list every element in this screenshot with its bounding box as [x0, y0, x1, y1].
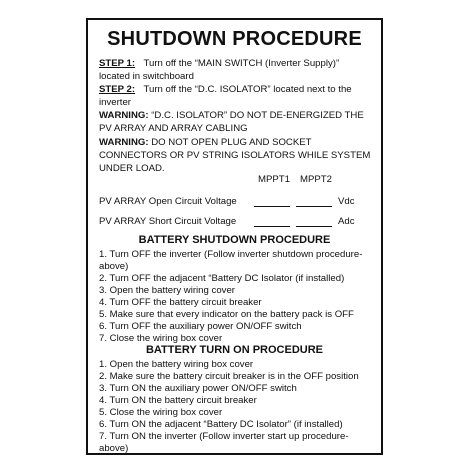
short-circuit-unit: Adc	[338, 216, 355, 227]
battery-shutdown-line: 1. Turn OFF the inverter (Follow inverter shutdown procedure-	[99, 249, 363, 260]
step-1	[99, 58, 339, 70]
short-circuit-mppt2-blank	[296, 226, 332, 227]
warning-2-line-3: UNDER LOAD.	[99, 163, 165, 174]
battery-shutdown-line: 3. Open the battery wiring cover	[99, 285, 235, 296]
battery-turn-on-line: 4. Turn ON the battery circuit breaker	[99, 395, 257, 406]
shutdown-procedure-sign	[86, 18, 383, 455]
battery-shutdown-line: 2. Turn OFF the adjacent “Battery DC Isolator (if installed)	[99, 273, 345, 284]
step-1-text: Turn off the “MAIN SWITCH (Inverter Supply)”	[143, 58, 340, 69]
battery-turn-on-line: 3. Turn ON the auxiliary power ON/OFF switch	[99, 383, 297, 394]
battery-shutdown-line: above)	[99, 261, 129, 272]
battery-shutdown-line: 5. Make sure that every indicator on the battery pack is OFF	[99, 309, 354, 320]
open-circuit-voltage-label: PV ARRAY Open Circuit Voltage	[99, 196, 237, 207]
battery-shutdown-line: 4. Turn OFF the battery circuit breaker	[99, 297, 262, 308]
warning-2-label: WARNING:	[99, 137, 149, 148]
short-circuit-mppt1-blank	[254, 226, 290, 227]
battery-shutdown-line: 6. Turn OFF the auxiliary power ON/OFF switch	[99, 321, 302, 332]
battery-turn-on-line: above)	[99, 443, 129, 454]
warning-2-text: DO NOT OPEN PLUG AND SOCKET	[151, 137, 312, 148]
battery-turn-on-line: 1. Open the battery wiring box cover	[99, 359, 254, 370]
battery-turn-on-line: 2. Make sure the battery circuit breaker is in the OFF position	[99, 371, 359, 382]
battery-turn-on-title: BATTERY TURN ON PROCEDURE	[145, 344, 324, 356]
page-title: SHUTDOWN PROCEDURE	[107, 28, 362, 50]
battery-shutdown-line: 7. Close the wiring box cover	[99, 333, 223, 344]
warning-2-line-2: CONNECTORS OR PV STRING ISOLATORS WHILE SYSTEM	[99, 150, 371, 161]
open-circuit-mppt2-blank	[296, 206, 332, 207]
battery-turn-on-line: 6. Turn ON the adjacent “Battery DC Isolator” (if installed)	[99, 419, 343, 430]
step-2	[99, 84, 352, 96]
step-1-continuation: located in switchboard	[99, 71, 194, 82]
open-circuit-unit: Vdc	[338, 196, 355, 207]
step-2-text: Turn off the “D.C. ISOLATOR” located next to the	[143, 84, 352, 95]
column-mppt2: MPPT2	[300, 174, 332, 185]
warning-1	[99, 110, 364, 122]
short-circuit-voltage-label: PV ARRAY Short Circuit Voltage	[99, 216, 237, 227]
warning-1-text: “D.C. ISOLATOR” DO NOT DE-ENERGIZED THE	[151, 110, 364, 121]
step-2-label: STEP 2:	[99, 84, 136, 95]
open-circuit-mppt1-blank	[254, 206, 290, 207]
step-2-continuation: inverter	[99, 97, 131, 108]
column-mppt1: MPPT1	[258, 174, 290, 185]
step-1-label: STEP 1:	[99, 58, 136, 69]
warning-1-label: WARNING:	[99, 110, 149, 121]
warning-1-line-2: PV ARRAY AND ARRAY CABLING	[99, 123, 248, 134]
warning-2	[99, 137, 312, 149]
battery-shutdown-title: BATTERY SHUTDOWN PROCEDURE	[138, 234, 331, 246]
battery-turn-on-line: 5. Close the wiring box cover	[99, 407, 223, 418]
battery-turn-on-line: 7. Turn ON the inverter (Follow inverter start up procedure-	[99, 431, 349, 442]
